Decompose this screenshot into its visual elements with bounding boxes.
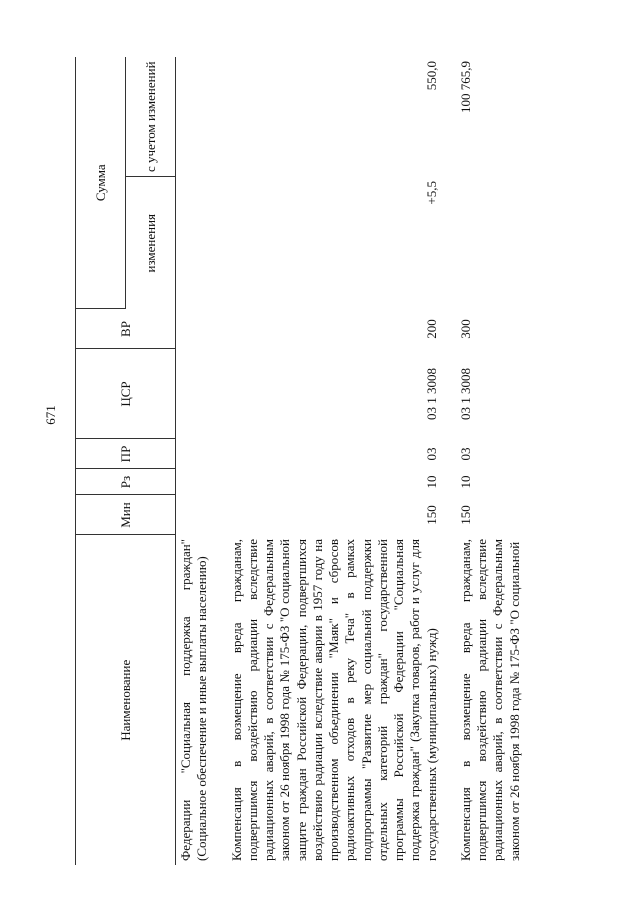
row-gap [213,57,227,865]
row-vr: 200 [423,319,439,339]
row-change [456,177,525,309]
table-row [227,57,442,865]
row-name: Компенсация в возмещение вреда гражданам, подвергшимся воздействию радиации вследствие радиационных аварий, в соответствии с Федеральным законом от 26 ноября 1998 года № 175-ФЗ "О социальной [457,539,522,861]
header-csr: ЦСР [76,349,176,439]
row-csr: 03 1 3008 [457,368,473,420]
header-pr: ПР [76,439,176,469]
header-with-change: с учетом изменений [126,57,176,177]
row-pr: 03 [457,447,473,461]
row-name: Федерации "Социальная поддержка граждан" (Социальное обеспечение и иные выплаты населению) [178,539,210,861]
row-rz: 10 [423,475,439,489]
row-change [176,177,213,309]
header-vr: ВР [76,309,176,349]
table-row [176,57,213,865]
row-pr: 03 [423,447,439,461]
row-vr [176,309,213,349]
row-rz: 10 [457,475,473,489]
header-name: Наименование [76,535,176,865]
row-csr [176,349,213,439]
row-min [176,495,213,535]
row-gap [442,57,456,865]
document-table-frame [75,57,590,865]
row-change: +5,5 [423,181,439,205]
header-change: изменения [126,177,176,309]
row-min: 150 [457,505,473,525]
table-row [456,57,525,865]
row-csr: 03 1 3008 [423,368,439,420]
row-vr: 300 [457,319,473,339]
header-min: Мин [76,495,176,535]
row-with-change [176,57,213,177]
header-sum: Сумма [76,57,126,309]
row-with-change: 550,0 [423,61,439,91]
row-rz [176,469,213,495]
page-number: 671 [43,405,58,425]
row-pr [176,439,213,469]
budget-table [75,57,525,865]
row-with-change: 100 765,9 [457,61,473,113]
header-rz: Рз [76,469,176,495]
row-name: Компенсация в возмещение вреда гражданам, подвергшимся воздействию радиации вследствие радиационных аварий, в соответствии с Федеральным законом от 26 ноября 1998 года № 175-ФЗ "О социальной защите граждан Российской Федерации, подвергшихся воздействию радиации вследствие аварии в 1957 году на производственном объединении "Маяк" и сбросов радиоактивных отходов в реку Теча" в рамках подпрограммы "Развитие мер социальной поддержки отдельных категорий граждан" государственной программы Российской Федерации "Социальная поддержка граждан" (Закупка товаров, работ и услуг для государственных (муниципальных) нужд) [228,539,439,861]
row-min: 150 [423,505,439,525]
